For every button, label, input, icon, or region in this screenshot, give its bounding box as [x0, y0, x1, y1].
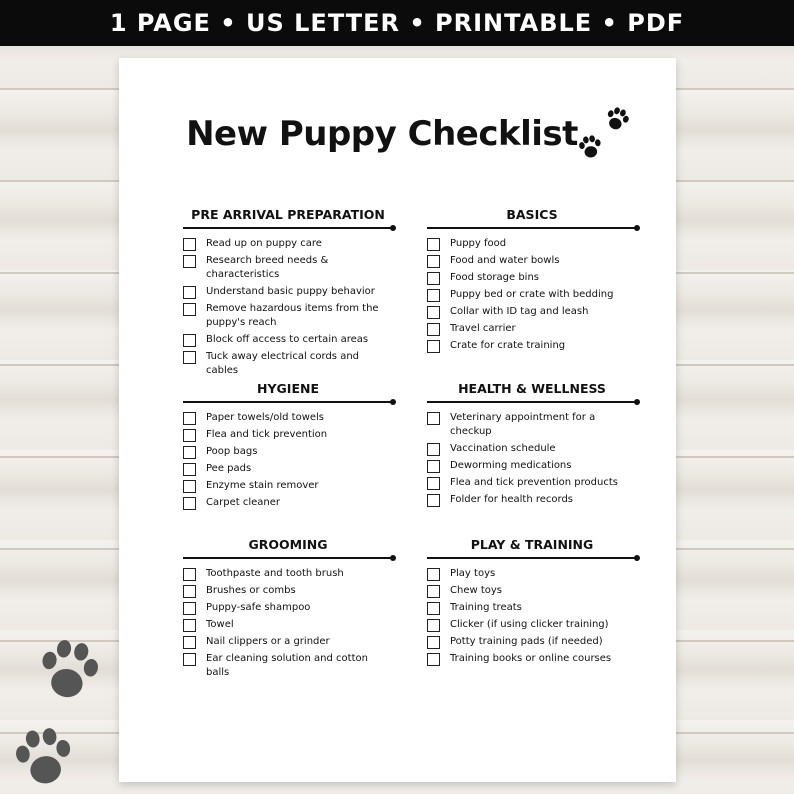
checkbox-icon[interactable] [427, 289, 440, 302]
checkbox-icon[interactable] [183, 497, 196, 510]
paw-print-icon [10, 724, 78, 792]
section-heading: HEALTH & WELLNESS [458, 381, 606, 396]
checklist-item[interactable]: Research breed needs & characteristics [183, 254, 393, 282]
checklist-item[interactable]: Read up on puppy care [183, 237, 393, 251]
checkbox-icon[interactable] [427, 323, 440, 336]
checkbox-icon[interactable] [427, 443, 440, 456]
checklist-item[interactable]: Flea and tick prevention products [427, 476, 637, 490]
page-title: New Puppy Checklist [186, 114, 578, 154]
checkbox-icon[interactable] [427, 477, 440, 490]
section-grooming [183, 537, 393, 683]
section-divider [183, 557, 393, 559]
checkbox-icon[interactable] [183, 351, 196, 364]
checkbox-icon[interactable] [427, 412, 440, 425]
section-basics [427, 207, 637, 356]
section-divider [427, 401, 637, 403]
section-hygiene [183, 381, 393, 513]
checkbox-icon[interactable] [183, 238, 196, 251]
checkbox-icon[interactable] [183, 255, 196, 268]
checklist-item[interactable]: Paper towels/old towels [183, 411, 393, 425]
checkbox-icon[interactable] [183, 463, 196, 476]
section-heading: HYGIENE [257, 381, 319, 396]
checklist-item[interactable]: Remove hazardous items from the puppy's reach [183, 302, 393, 330]
section-health-wellness [427, 381, 637, 510]
checklist-item[interactable]: Poop bags [183, 445, 393, 459]
checklist-item[interactable]: Pee pads [183, 462, 393, 476]
checklist-item[interactable]: Training books or online courses [427, 652, 637, 666]
checklist-item[interactable]: Understand basic puppy behavior [183, 285, 393, 299]
checkbox-icon[interactable] [427, 460, 440, 473]
checkbox-icon[interactable] [427, 306, 440, 319]
checklist-item[interactable]: Towel [183, 618, 393, 632]
checkbox-icon[interactable] [183, 585, 196, 598]
checklist-item[interactable]: Folder for health records [427, 493, 637, 507]
section-divider [183, 227, 393, 229]
checkbox-icon[interactable] [183, 334, 196, 347]
section-heading: GROOMING [248, 537, 328, 552]
checkbox-icon[interactable] [427, 585, 440, 598]
checkbox-icon[interactable] [183, 636, 196, 649]
checkbox-icon[interactable] [427, 238, 440, 251]
checkbox-icon[interactable] [183, 619, 196, 632]
checkbox-icon[interactable] [427, 602, 440, 615]
section-divider [427, 227, 637, 229]
checklist-item[interactable]: Training treats [427, 601, 637, 615]
checkbox-icon[interactable] [183, 429, 196, 442]
checkbox-icon[interactable] [183, 480, 196, 493]
checklist-item[interactable]: Veterinary appointment for a checkup [427, 411, 637, 439]
checkbox-icon[interactable] [183, 286, 196, 299]
checkbox-icon[interactable] [183, 653, 196, 666]
checkbox-icon[interactable] [183, 412, 196, 425]
checklist-item[interactable]: Tuck away electrical cords and cables [183, 350, 393, 378]
checkbox-icon[interactable] [183, 602, 196, 615]
section-pre-arrival [183, 207, 393, 381]
checklist-item[interactable]: Toothpaste and tooth brush [183, 567, 393, 581]
checkbox-icon[interactable] [427, 653, 440, 666]
section-divider [427, 557, 637, 559]
checklist-item[interactable]: Clicker (if using clicker training) [427, 618, 637, 632]
checkbox-icon[interactable] [427, 619, 440, 632]
paw-print-icon [34, 636, 104, 706]
checklist-item[interactable]: Chew toys [427, 584, 637, 598]
section-heading: PLAY & TRAINING [470, 537, 594, 552]
checkbox-icon[interactable] [183, 568, 196, 581]
checkbox-icon[interactable] [427, 494, 440, 507]
top-banner [0, 0, 794, 46]
checklist-item[interactable]: Deworming medications [427, 459, 637, 473]
paw-print-icon [603, 105, 631, 133]
checklist-item[interactable]: Food and water bowls [427, 254, 637, 268]
checklist-item[interactable]: Ear cleaning solution and cotton balls [183, 652, 393, 680]
checkbox-icon[interactable] [183, 446, 196, 459]
checklist-item[interactable]: Potty training pads (if needed) [427, 635, 637, 649]
checklist-item[interactable]: Flea and tick prevention [183, 428, 393, 442]
checklist-item[interactable]: Enzyme stain remover [183, 479, 393, 493]
checklist-item[interactable]: Puppy food [427, 237, 637, 251]
paw-print-icon [576, 133, 604, 161]
checklist-item[interactable]: Play toys [427, 567, 637, 581]
section-divider [183, 401, 393, 403]
checklist-item[interactable]: Puppy-safe shampoo [183, 601, 393, 615]
checkbox-icon[interactable] [427, 255, 440, 268]
checklist-item[interactable]: Vaccination schedule [427, 442, 637, 456]
checklist-item[interactable]: Brushes or combs [183, 584, 393, 598]
checkbox-icon[interactable] [427, 340, 440, 353]
checklist-item[interactable]: Carpet cleaner [183, 496, 393, 510]
checkbox-icon[interactable] [427, 272, 440, 285]
checklist-item[interactable]: Travel carrier [427, 322, 637, 336]
section-heading: PRE ARRIVAL PREPARATION [191, 207, 385, 222]
checkbox-icon[interactable] [427, 636, 440, 649]
checkbox-icon[interactable] [427, 568, 440, 581]
checklist-item[interactable]: Collar with ID tag and leash [427, 305, 637, 319]
section-play-training [427, 537, 637, 669]
banner-text: 1 PAGE • US LETTER • PRINTABLE • PDF [109, 9, 685, 37]
checklist-item[interactable]: Block off access to certain areas [183, 333, 393, 347]
section-heading: BASICS [506, 207, 558, 222]
checklist-item[interactable]: Puppy bed or crate with bedding [427, 288, 637, 302]
checklist-item[interactable]: Crate for crate training [427, 339, 637, 353]
checkbox-icon[interactable] [183, 303, 196, 316]
checklist-item[interactable]: Nail clippers or a grinder [183, 635, 393, 649]
checklist-item[interactable]: Food storage bins [427, 271, 637, 285]
